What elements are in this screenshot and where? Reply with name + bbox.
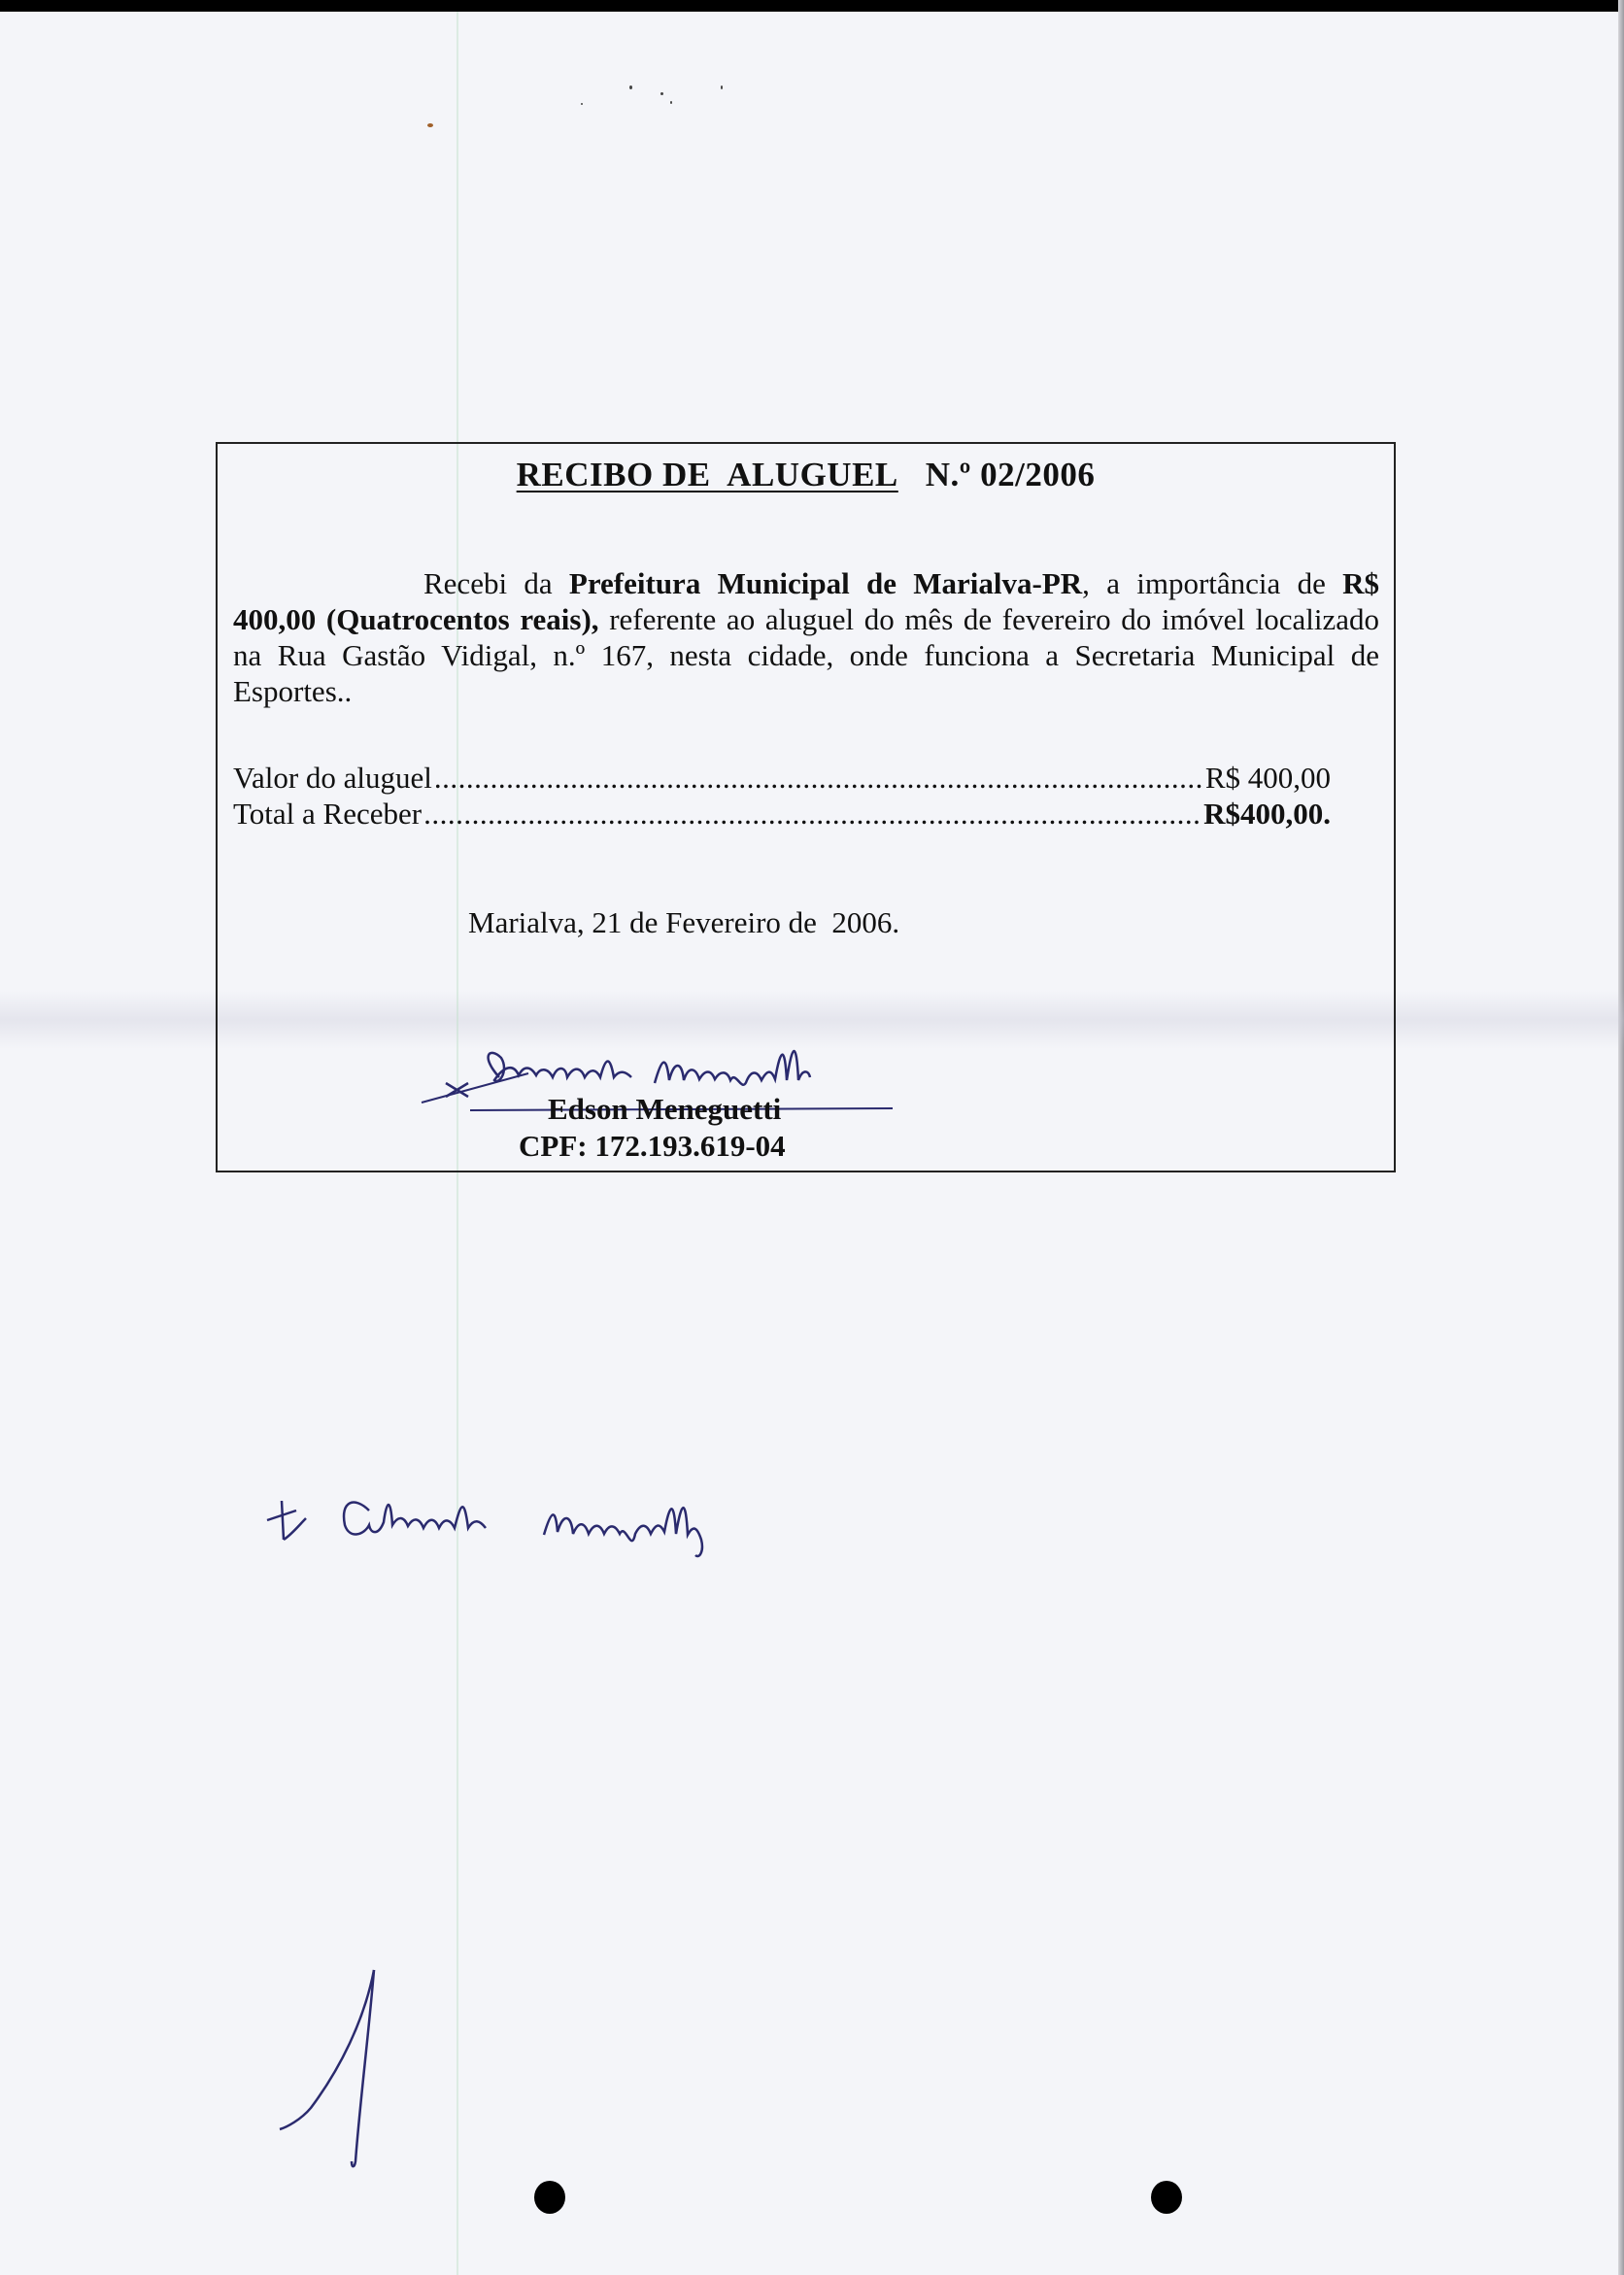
date-line: Marialva, 21 de Fevereiro de 2006. — [468, 905, 900, 939]
body-amount: R$ 400,00 (Quatrocentos reais), — [233, 566, 1380, 636]
rent-label: Valor do aluguel — [233, 761, 432, 795]
body-payer: Prefeitura Municipal de Marialva-PR — [568, 566, 1083, 600]
speck — [581, 103, 583, 105]
speck — [721, 85, 723, 89]
speck — [427, 123, 433, 127]
signer-name: Edson Meneguetti — [548, 1092, 782, 1126]
rent-leader-dots — [434, 760, 1203, 796]
page-mark-handwriting — [272, 1962, 389, 2176]
total-leader-dots — [423, 796, 1201, 832]
body-mid: , a importância de — [1082, 566, 1343, 600]
scan-right-edge — [1618, 0, 1624, 2275]
total-value: R$400,00. — [1203, 797, 1331, 831]
total-label: Total a Receber — [233, 797, 423, 831]
receipt-box — [216, 442, 1396, 1172]
receipt-number: N.º 02/2006 — [925, 456, 1096, 493]
receipt-title-main: RECIBO DE ALUGUEL — [516, 456, 898, 493]
receipt-title — [218, 456, 1394, 494]
body-rest: referente ao aluguel do mês de fevereiro do imóvel localizado na Rua Gastão Vidigal, n.º 167, nesta cidade, onde funciona a Secretaria Municipal de Esportes.. — [233, 602, 1379, 708]
speck — [629, 85, 632, 89]
speck — [660, 92, 663, 95]
second-signature-handwriting — [262, 1481, 806, 1569]
signer-cpf: CPF: 172.193.619-04 — [519, 1129, 786, 1163]
scan-top-edge — [0, 0, 1624, 12]
rent-value: R$ 400,00 — [1204, 761, 1331, 795]
punch-hole-left — [534, 2181, 565, 2214]
punch-hole-right — [1151, 2181, 1182, 2214]
receipt-body — [233, 565, 1379, 709]
body-intro: Recebi da — [423, 566, 569, 600]
speck — [670, 101, 672, 104]
rent-row — [233, 760, 1379, 796]
total-row — [233, 796, 1379, 832]
